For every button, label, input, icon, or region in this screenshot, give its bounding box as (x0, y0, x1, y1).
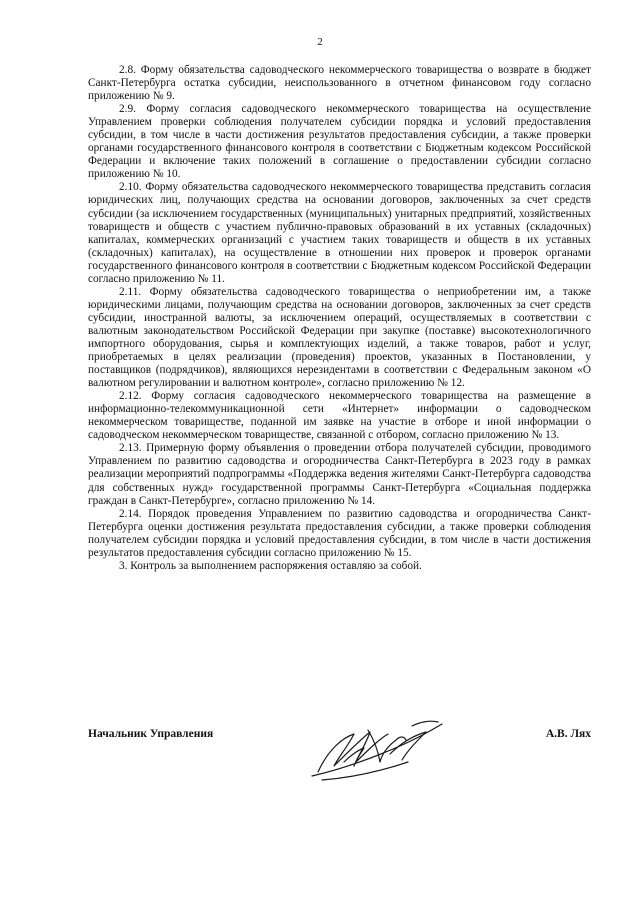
paragraph-2-11: 2.11. Форму обязательства садоводческого товарищества о неприобретении им, а также юридическими лицами, получающим средства на основании договоров, заключенных за счет средств субсидии, иностранной валюты, за исключением операций, осуществляемых в соответствии с валютным законодательством Российской Федерации при закупке (поставке) высокотехнологичного импортного оборудования, сырья и комплектующих изделий, а также товаров, работ и услуг, приобретаемых в целях реализации (проведения) проектов, указанных в Постановлении, у поставщиков (подрядчиков), являющихся нерезидентами в соответствии с Федеральным законом «О валютном регулировании и валютном контроле», согласно приложению № 12. (88, 285, 591, 390)
paragraph-3: 3. Контроль за выполнением распоряжения оставляю за собой. (119, 559, 422, 572)
page-number: 2 (317, 36, 323, 48)
document-body (88, 64, 591, 573)
paragraph-2-14: 2.14. Порядок проведения Управлением по развитию садоводства и огородничества Санкт-Петербурга оценки достижения результата предоставления субсидии, а также проверки соблюдения получателем субсидии порядка и условий предоставления субсидии, в том числе в части достижения результатов предоставления субсидии согласно приложению № 15. (88, 507, 591, 559)
signer-title: Начальник Управления (88, 728, 214, 740)
paragraph-2-8: 2.8. Форму обязательства садоводческого некоммерческого товарищества о возврате в бюджет Санкт-Петербурга остатка субсидии, неиспользованного в отчетном финансовом году согласно приложению № 9. (88, 64, 591, 103)
signature-block (88, 728, 591, 808)
paragraph-2-12: 2.12. Форму согласия садоводческого некоммерческого товарищества на размещение в информационно-телекоммуникационной сети «Интернет» информации о садоводческом некоммерческом товариществе, поданной им заявке на участие в отборе и иной информации о садоводческом некоммерческом товариществе, связанной с отбором, согласно приложению № 13. (88, 390, 591, 442)
signer-name: А.В. Лях (545, 728, 591, 740)
handwritten-signature (308, 710, 458, 790)
paragraph-2-9: 2.9. Форму согласия садоводческого некоммерческого товарищества на осуществление Управлением проверки соблюдения получателем субсидии порядка и условий предоставления субсидии, в том числе в части достижения результатов предоставления субсидии, а также проверки органами государственного финансового контроля в соответствии с Бюджетным кодексом Российской Федерации и включение таких положений в соглашение о предоставлении субсидии согласно приложению № 10. (88, 103, 591, 181)
paragraph-2-10: 2.10. Форму обязательства садоводческого некоммерческого товарищества представить согласия юридических лиц, получающих средства на основании договоров, заключенных за счет средств субсидии (за исключением государственных (муниципальных) унитарных предприятий, хозяйственных товариществ и обществ с участием публично-правовых образований в их уставных (складочных) капиталах, коммерческих организаций с участием таких товариществ и обществ в их уставных (складочных) капиталах), на осуществление в отношении них проверок и проверок органами государственного финансового контроля в соответствии с Бюджетным кодексом Российской Федерации согласно приложению № 11. (88, 181, 591, 285)
paragraph-2-13: 2.13. Примерную форму объявления о проведении отбора получателей субсидии, проводимого Управлением по развитию садоводства и огородничества Санкт-Петербурга в 2023 году в рамках реализации мероприятий подпрограммы «Поддержка ведения жителями Санкт-Петербурга садоводства для собственных нужд» государственной программы Санкт-Петербурга «Социальная поддержка граждан в Санкт-Петербурге», согласно приложению № 14. (88, 442, 591, 507)
